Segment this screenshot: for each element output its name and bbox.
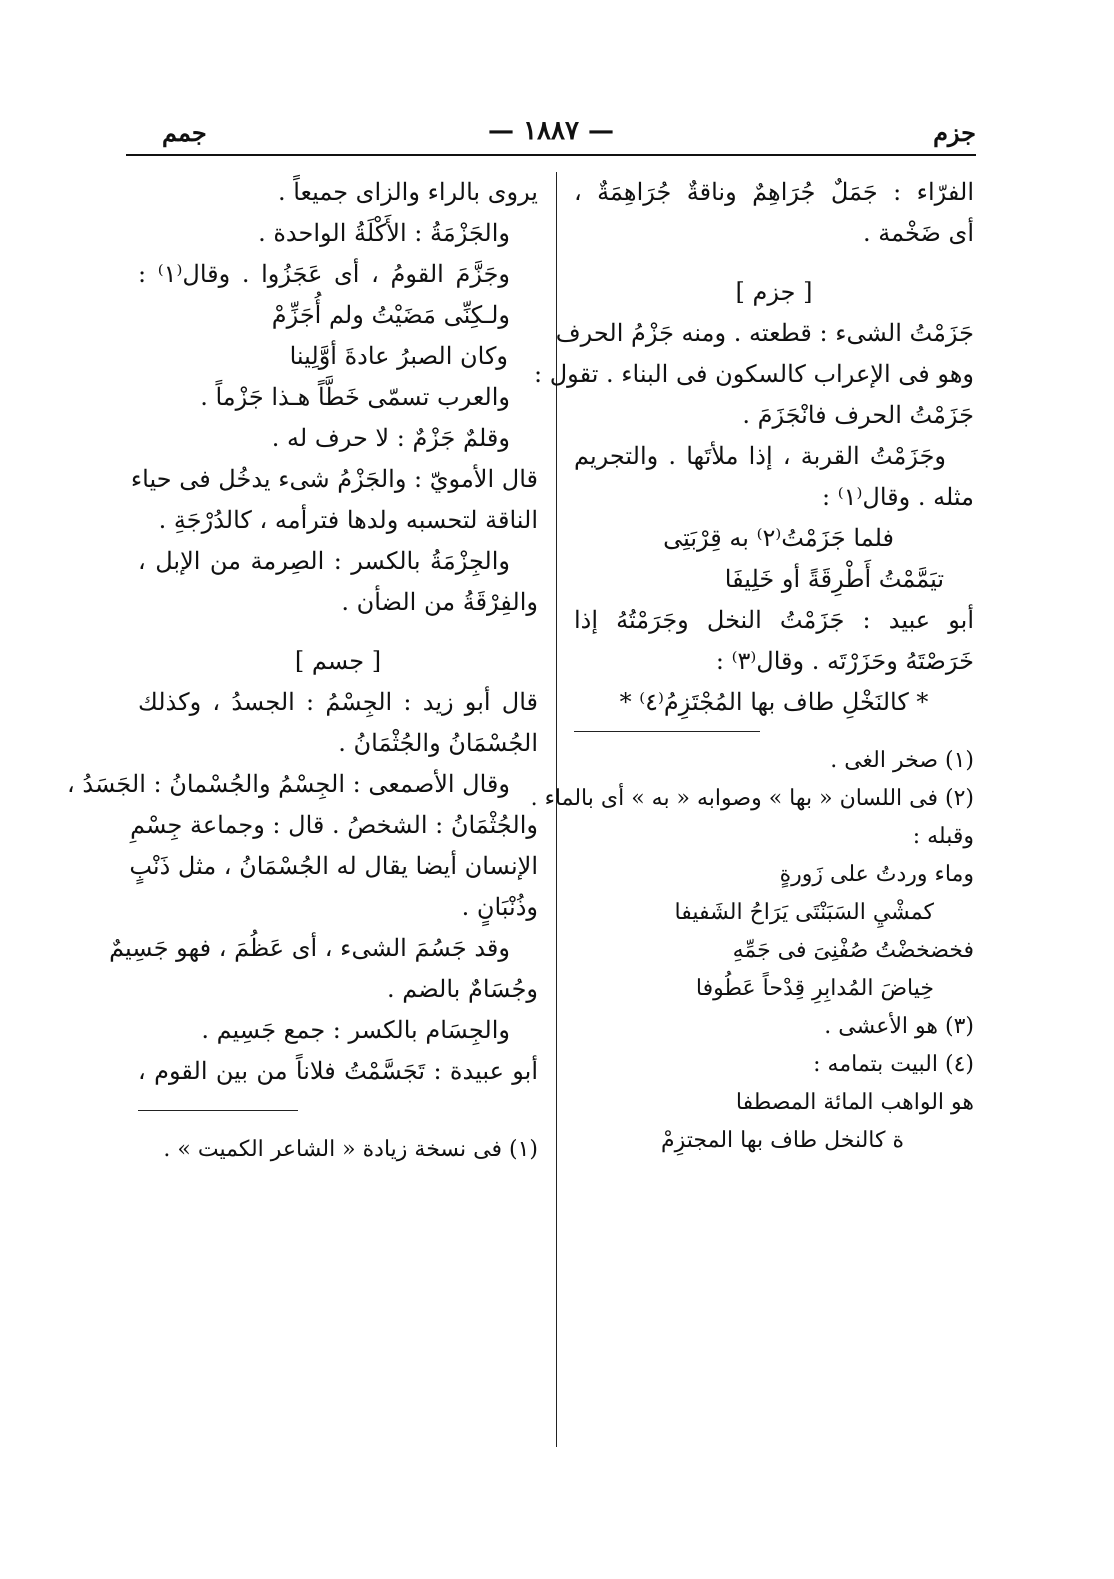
page-number: — ١٨٨٧ — xyxy=(488,116,614,146)
text-line: والعرب تسمّى خَطَّاً هـذا جَزْماً . xyxy=(200,383,510,411)
header-left-word: جمم xyxy=(162,118,207,147)
spacer xyxy=(138,623,538,641)
footnote-line: (١) صخر الغى . xyxy=(830,748,974,773)
text-line: خَرَصْتَهُ وحَزَرْتَه . وقال⁽٣⁾ : xyxy=(715,647,974,675)
text-line: قال الأمويّ : والجَزْمُ شىء يدخُل فى حياء xyxy=(130,465,538,493)
text-line: والجِزْمَةُ بالكسر : الصِرمة من الإبل ، xyxy=(138,547,510,575)
text-line: * كالنَخْلِ طاف بها المُجْتَزِمُ⁽٤⁾ * xyxy=(619,688,929,716)
footnote-line: وقبله : xyxy=(912,824,974,849)
footnote-line: (١) فى نسخة زيادة « الشاعر الكميت » . xyxy=(163,1137,538,1162)
text-line: الناقة لتحسبه ولدها فترأمه ، كالدُرْجَةِ . xyxy=(158,506,538,534)
footnote-line: فخضخضْتُ صُفْنِىَ فى جَمِّهِ xyxy=(732,938,974,963)
text-line: قال أبو زيد : الجِسْمُ : الجسدُ ، وكذلك xyxy=(138,688,538,716)
text-line: والجُثْمَانُ : الشخصُ . قال : وجماعة جِسْمِ xyxy=(130,811,538,839)
footnote-line: خِياضَ المُدابِرِ قِدْحاً عَطُوفا xyxy=(695,976,934,1001)
text-line: تيَمَّمْتُ أَطْرِقَةً أو خَلِيفَا xyxy=(724,565,944,593)
text-line: مثله . وقال⁽١⁾ : xyxy=(821,483,974,511)
text-line: يروى بالراء والزاى جميعاً . xyxy=(277,178,538,206)
entry-heading: [ جسم ] xyxy=(294,647,382,675)
footnote-line: ة كالنخل طاف بها المجتزِمْ xyxy=(661,1128,904,1153)
right-column-body xyxy=(534,172,974,723)
text-line: وجَزَّمَ القومُ ، أى عَجَزُوا . وقال⁽١⁾ : xyxy=(138,260,511,288)
text-line: وجَزَمْتُ القربة ، إذا ملأتَها . والتجريم xyxy=(574,442,946,470)
right-column xyxy=(530,172,974,1160)
text-line: وقال الأصمعى : الجِسْمُ والجُسْمانُ : الجَسَدُ ، xyxy=(67,770,510,798)
header-right-word: جزم xyxy=(933,118,976,147)
text-line: فلما جَزَمْتُ⁽٢⁾ به قِرْبَتِى xyxy=(663,524,894,552)
left-column-body xyxy=(67,172,538,1092)
text-line: والجِسَام بالكسر : جمع جَسِيم . xyxy=(201,1016,510,1044)
page-header xyxy=(126,118,976,154)
text-line: وقد جَسُمَ الشىء ، أى عَظُمَ ، فهو جَسِيمٌ xyxy=(109,934,510,962)
right-footnote-rule xyxy=(574,731,760,732)
footnote-line: (٤) البيت بتمامه : xyxy=(813,1052,974,1077)
text-line: أبو عبيدة : تَجَسَّمْتُ فلاناً من بين القوم ، xyxy=(138,1057,538,1085)
text-line: وذُنْبَانٍ . xyxy=(461,893,538,921)
text-line: وكان الصبرُ عادةَ أوَّلِينا xyxy=(289,342,508,370)
footnote-line: (٢) فى اللسان « بها » وصوابه « به » أى بالماء . xyxy=(530,786,974,811)
text-line: وجُسَامٌ بالضم . xyxy=(387,975,538,1003)
text-line: الجُسْمَانُ والجُثْمَانُ . xyxy=(338,729,538,757)
text-line: ولـكِنِّى مَضَيْتُ ولم أُجَزِّمْ xyxy=(271,301,510,329)
text-line: وقلمٌ جَزْمٌ : لا حرف له . xyxy=(271,424,510,452)
text-line: أى ضَخْمة . xyxy=(863,219,974,247)
left-footnote-rule xyxy=(138,1110,298,1111)
text-line: والفِرْقَةُ من الضأن . xyxy=(341,588,538,616)
text-line: جَزَمْتُ الشىء : قطعته . ومنه جَزْمُ الحرف xyxy=(555,319,974,347)
text-line: وهو فى الإعراب كالسكون فى البناء . تقول : xyxy=(534,360,974,388)
left-column xyxy=(67,172,538,1169)
footnote-line: وماء وردتُ على زَورةٍ xyxy=(779,862,974,887)
left-column-footnotes xyxy=(138,1131,538,1169)
footnote-line: هو الواهب المائة المصطفا xyxy=(735,1090,974,1115)
entry-heading: [ جزم ] xyxy=(735,278,813,306)
header-rule xyxy=(126,154,976,156)
footnote-line: كمشْيِ السَبَنْتَى يَرَاحُ الشَفيفا xyxy=(674,900,934,925)
spacer xyxy=(574,254,974,272)
right-column-footnotes xyxy=(530,742,974,1160)
text-line: الفرّاء : جَمَلٌ جُرَاهِمٌ وناقةٌ جُرَاهِمَةٌ ، xyxy=(574,178,974,206)
text-line: أبو عبيد : جَزَمْتُ النخل وجَرَمْتُهُ إذا xyxy=(574,606,974,634)
text-line: جَزَمْتُ الحرف فانْجَزَمَ . xyxy=(742,401,974,429)
text-line: والجَزْمَةُ : الأَكْلَةُ الواحدة . xyxy=(258,219,510,247)
footnote-line: (٣) هو الأعشى . xyxy=(824,1014,974,1039)
text-line: الإنسان أيضا يقال له الجُسْمَانُ ، مثل ذَنْبٍ xyxy=(129,852,538,880)
